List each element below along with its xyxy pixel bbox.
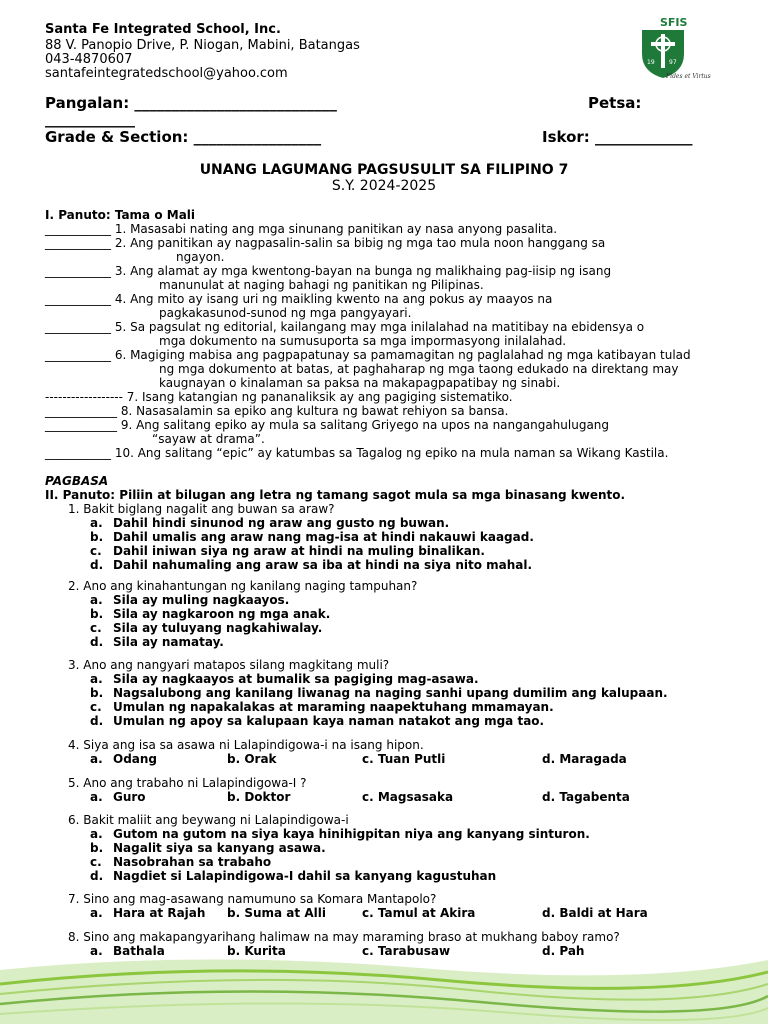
option-text: Orak: [244, 752, 277, 766]
option-letter: d.: [90, 558, 104, 572]
q6-option-a[interactable]: [90, 827, 590, 841]
q3-option-d[interactable]: [90, 714, 544, 728]
option-letter: c.: [90, 544, 102, 558]
option-letter: c.: [362, 944, 374, 958]
option-text: Nasobrahan sa trabaho: [113, 855, 272, 869]
q1-option-c[interactable]: [90, 544, 485, 558]
q5-option-a[interactable]: [90, 790, 146, 804]
option-text: Odang: [113, 752, 158, 766]
option-letter: b.: [90, 686, 104, 700]
q2-option-c[interactable]: [90, 621, 322, 635]
q2-option-d[interactable]: [90, 635, 224, 649]
option-text: Tagabenta: [559, 790, 630, 804]
option-text: Sila ay muling nagkaayos.: [113, 593, 290, 607]
option-text: Nagdiet si Lalapindigowa-I dahil sa kanyang kagustuhan: [113, 869, 497, 883]
tf-item-5: ___________ 5. Sa pagsulat ng editorial, kailangang may mga inilalahad na matitibay na ebidensya o: [45, 320, 645, 334]
option-text: Pah: [559, 944, 585, 958]
part1-heading: I. Panuto: Tama o Mali: [45, 208, 196, 222]
option-letter: a.: [90, 944, 103, 958]
option-text: Nagsalubong ang kanilang liwanag na naging sanhi upang dumilim ang kalupaan.: [113, 686, 668, 700]
tf-item-9: ____________ 9. Ang salitang epiko ay mula sa salitang Griyego na upos na nangangahulugang: [45, 418, 610, 432]
iskor-field: Iskor: _____________: [542, 128, 693, 146]
q1-option-a[interactable]: [90, 516, 449, 530]
school-email: santafeintegratedschool@yahoo.com: [45, 66, 288, 81]
school-address: 88 V. Panopio Drive, P. Niogan, Mabini, Batangas: [45, 38, 360, 53]
option-letter: a.: [90, 672, 103, 686]
option-letter: d.: [542, 790, 556, 804]
tf-item-2: ___________ 2. Ang panitikan ay nagpasalin-salin sa bibig ng mga tao mula noon hanggang sa: [45, 236, 606, 250]
option-text: Tuan Putli: [377, 752, 446, 766]
petsa-field: Petsa:: [588, 94, 642, 112]
option-letter: b.: [90, 841, 104, 855]
tf-item-10: ___________ 10. Ang salitang “epic” ay katumbas sa Tagalog ng epiko na mula naman sa Wikang Kastila.: [45, 446, 669, 460]
option-letter: c.: [90, 621, 102, 635]
option-text: Dahil nahumaling ang araw sa iba at hindi na siya nito mahal.: [113, 558, 533, 572]
option-letter: d.: [542, 906, 556, 920]
q5-option-b[interactable]: [227, 790, 290, 804]
tf-item-7: ------------------ 7. Isang katangian ng pananaliksik ay ang pagiging sistematiko.: [45, 390, 513, 404]
school-phone: 043-4870607: [45, 52, 133, 67]
option-text: Tamul at Akira: [377, 906, 476, 920]
option-text: Sila ay nagkaayos at bumalik sa pagiging mag-asawa.: [113, 672, 479, 686]
tf-item-9-cont: “sayaw at drama”.: [152, 432, 265, 446]
logo-motto: Fides et Virtus: [666, 73, 711, 80]
option-text: Umulan ng apoy sa kalupaan kaya naman natakot ang mga tao.: [113, 714, 545, 728]
option-letter: b.: [90, 530, 104, 544]
option-text: Hara at Rajah: [113, 906, 206, 920]
option-letter: c.: [362, 752, 374, 766]
q1-option-d[interactable]: [90, 558, 532, 572]
tf-item-6: ___________ 6. Magiging mabisa ang pagpapatunay sa pamamagitan ng paglalahad ng mga katibayan tulad: [45, 348, 691, 362]
q4-option-a[interactable]: [90, 752, 157, 766]
question-1: 1. Bakit biglang nagalit ang buwan sa araw?: [68, 502, 335, 516]
option-letter: a.: [90, 752, 103, 766]
option-text: Dahil hindi sinunod ng araw ang gusto ng buwan.: [113, 516, 450, 530]
tf-item-4: ___________ 4. Ang mito ay isang uri ng maikling kwento na ang pokus ay maayos na: [45, 292, 553, 306]
petsa-line: ____________: [45, 110, 135, 128]
option-letter: a.: [90, 827, 103, 841]
option-text: Maragada: [559, 752, 627, 766]
option-letter: c.: [362, 790, 374, 804]
option-letter: d.: [542, 944, 556, 958]
option-letter: b.: [227, 906, 241, 920]
q6-option-c[interactable]: [90, 855, 271, 869]
question-3: 3. Ano ang nangyari matapos silang magkitang muli?: [68, 658, 390, 672]
tf-item-1: ___________ 1. Masasabi nating ang mga sinunang panitikan ay nasa anyong pasalita.: [45, 222, 558, 236]
q6-option-d[interactable]: [90, 869, 496, 883]
option-text: Tarabusaw: [377, 944, 451, 958]
option-text: Gutom na gutom na siya kaya hinihigpitan niya ang kanyang sinturon.: [113, 827, 590, 841]
option-letter: a.: [90, 906, 103, 920]
option-letter: b.: [227, 752, 241, 766]
tf-item-6-cont2: kaugnayan o kinalaman sa paksa na makapagpapatibay ng sinabi.: [159, 376, 561, 390]
option-letter: b.: [90, 607, 104, 621]
q2-option-a[interactable]: [90, 593, 289, 607]
tf-item-3-cont: manunulat at naging bahagi ng panitikan ng Pilipinas.: [159, 278, 484, 292]
option-letter: b.: [227, 790, 241, 804]
q7-option-b[interactable]: [227, 906, 326, 920]
q4-option-b[interactable]: [227, 752, 277, 766]
q1-option-b[interactable]: [90, 530, 534, 544]
pangalan-field: Pangalan: ___________________________: [45, 94, 337, 112]
option-letter: c.: [90, 700, 102, 714]
q6-option-b[interactable]: [90, 841, 326, 855]
tf-item-3: ___________ 3. Ang alamat ay mga kwentong-bayan na bunga ng malikhaing pag-iisip ng isang: [45, 264, 612, 278]
option-text: Sila ay nagkaroon ng mga anak.: [113, 607, 331, 621]
option-text: Guro: [113, 790, 146, 804]
q5-option-d[interactable]: [542, 790, 630, 804]
tf-item-5-cont: mga dokumento na sumusuporta sa mga impormasyong inilalahad.: [159, 334, 567, 348]
question-8: 8. Sino ang makapangyarihang halimaw na may maraming braso at mukhang baboy ramo?: [68, 930, 620, 944]
option-letter: d.: [90, 714, 104, 728]
question-4: 4. Siya ang isa sa asawa ni Lalapindigowa-i na isang hipon.: [68, 738, 424, 752]
logo-year-left: 19: [647, 59, 655, 66]
option-text: Kurita: [244, 944, 286, 958]
tf-item-8: ____________ 8. Nasasalamin sa epiko ang kultura ng bawat rehiyon sa bansa.: [45, 404, 509, 418]
grade-section-field: Grade & Section: _________________: [45, 128, 322, 146]
q2-option-b[interactable]: [90, 607, 330, 621]
option-text: Dahil iniwan siya ng araw at hindi na muling binalikan.: [113, 544, 485, 558]
q3-option-a[interactable]: [90, 672, 479, 686]
q3-option-c[interactable]: [90, 700, 554, 714]
option-text: Nagalit siya sa kanyang asawa.: [113, 841, 326, 855]
question-7: 7. Sino ang mag-asawang namumuno sa Komara Mantapolo?: [68, 892, 437, 906]
q7-option-c[interactable]: [362, 906, 475, 920]
logo-text: SFIS: [660, 16, 688, 29]
option-letter: a.: [90, 593, 103, 607]
pagbasa-heading: PAGBASA: [45, 474, 109, 488]
option-text: Dahil umalis ang araw nang mag-isa at hindi nakauwi kaagad.: [113, 530, 534, 544]
option-letter: c.: [362, 906, 374, 920]
option-text: Baldi at Hara: [559, 906, 648, 920]
option-text: Magsasaka: [377, 790, 454, 804]
option-letter: a.: [90, 516, 103, 530]
question-5: 5. Ano ang trabaho ni Lalapindigowa-I ?: [68, 776, 307, 790]
tf-item-2-cont: ngayon.: [176, 250, 225, 264]
q4-option-c[interactable]: [362, 752, 445, 766]
option-text: Suma at Alli: [244, 906, 326, 920]
logo-year-right: 97: [669, 59, 677, 66]
tf-item-4-cont: pagkakasunod-sunod ng mga pangyayari.: [159, 306, 412, 320]
question-2: 2. Ano ang kinahantungan ng kanilang naging tampuhan?: [68, 579, 418, 593]
option-text: Sila ay tuluyang nagkahiwalay.: [113, 621, 323, 635]
q7-option-a[interactable]: [90, 906, 205, 920]
q3-option-b[interactable]: [90, 686, 668, 700]
exam-title: UNANG LAGUMANG PAGSUSULIT SA FILIPINO 7: [199, 162, 569, 178]
q7-option-d[interactable]: [542, 906, 648, 920]
part2-heading: II. Panuto: Piliin at bilugan ang letra ng tamang sagot mula sa mga binasang kwento.: [45, 488, 626, 502]
tf-item-6-cont1: ng mga dokumento at batas, at paghaharap ng mga taong edukado na direktang may: [159, 362, 679, 376]
option-text: Bathala: [113, 944, 165, 958]
q5-option-c[interactable]: [362, 790, 453, 804]
option-letter: d.: [90, 869, 104, 883]
option-letter: d.: [542, 752, 556, 766]
option-text: Sila ay namatay.: [113, 635, 224, 649]
option-letter: a.: [90, 790, 103, 804]
option-letter: d.: [90, 635, 104, 649]
school-logo: [636, 14, 722, 80]
school-year: S.Y. 2024-2025: [331, 178, 437, 194]
option-text: Doktor: [244, 790, 291, 804]
school-name: Santa Fe Integrated School, Inc.: [45, 22, 281, 37]
option-text: Umulan ng napakalakas at maraming naapektuhang mmamayan.: [113, 700, 554, 714]
footer-swoosh: [0, 950, 768, 1024]
option-letter: c.: [90, 855, 102, 869]
q4-option-d[interactable]: [542, 752, 627, 766]
option-letter: b.: [227, 944, 241, 958]
question-6: 6. Bakit maliit ang beywang ni Lalapindigowa-i: [68, 813, 349, 827]
